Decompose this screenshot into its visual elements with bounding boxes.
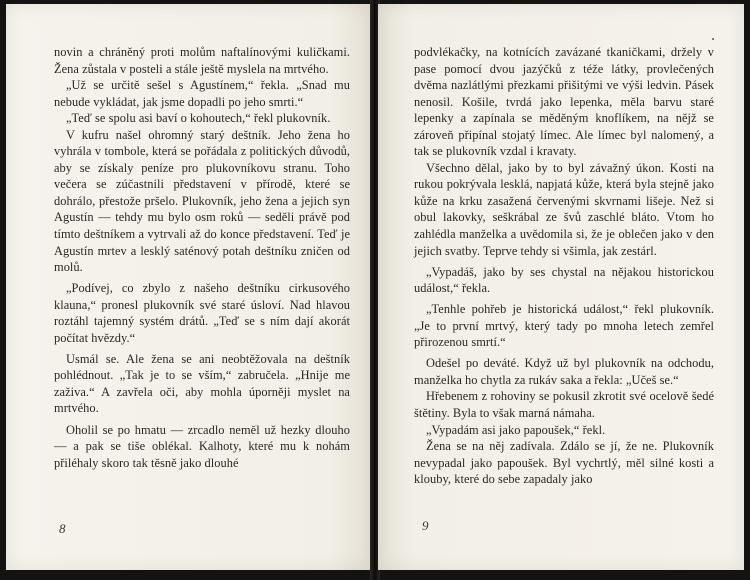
paragraph: novin a chráněný proti molům naftalínovými kuličkami. Žena zůstala v posteli a stále ještě myslela na mrtvého. bbox=[54, 45, 350, 76]
page-number: 9 bbox=[422, 518, 429, 533]
paragraph: „Teď se spolu asi baví o kohoutech,“ řekl plukovník. bbox=[66, 111, 331, 126]
paragraph: „Vypadám asi jako papoušek,“ řekl. bbox=[426, 422, 606, 437]
left-page-text bbox=[54, 44, 350, 471]
paragraph: Odešel po deváté. Když už byl plukovník na odchodu, manželka ho chytla za rukáv saka a řekla: „Učeš se.“ bbox=[414, 356, 714, 387]
paragraph: Usmál se. Ale žena se ani neobtěžovala na deštník pohlédnout. „Tak je to se vším,“ zabručela. „Hnije me zaživa.“ A zavřela oči, aby mohla úporněji myslet na mrtvého. bbox=[54, 351, 350, 416]
paragraph: „Vypadáš, jako by ses chystal na nějakou historickou událost,“ řekla. bbox=[414, 264, 714, 296]
paragraph: Všechno dělal, jako by to byl závažný úkon. Kosti na rukou pokrývala lesklá, napjatá kůže, která byla stejně jako kůže na krku zasažená červenými skvrnami lišeje. Než si obul lakovky, seškrábal ze švů zaschlé bláto. Vtom ho zahlédla manželka a uvědomila si, že je oblečen jako v den jejich svatby. Teprve tehdy si všimla, jak zestárl. bbox=[414, 160, 714, 258]
paragraph: podvlékačky, na kotnících zavázané tkaničkami, držely v pase pomocí dvou jazýčků z téže látky, provlečených dvěma nazlátlými přezkami přišitými ve výši ledvin. Pásek nenosil. Košile, tvrdá jako lepenka, měla barvu staré lepenky a zapínala se měděným knoflíkem, na nějž se zároveň připínal stojatý límec. Ale límec byl nalomený, a tak se plukovník vzdal i kravaty. bbox=[414, 45, 714, 159]
paragraph: Oholil se po hmatu — zrcadlo neměl už hezky dlouho — a pak se tiše oblékal. Kalhoty, které mu k nohám přiléhaly skoro tak těsně jako dlouhé bbox=[54, 422, 350, 470]
paragraph: Žena se na něj zadívala. Zdálo se jí, že ne. Plukovník nevypadal jako papoušek. Byl vychrtlý, měl silné kosti a klouby, které do sebe zapadaly jako bbox=[414, 439, 714, 487]
paper-speck bbox=[712, 38, 714, 40]
right-page-text bbox=[414, 44, 714, 488]
paragraph: „Tenhle pohřeb je historická událost,“ řekl plukovník. „Je to první mrtvý, který tady po mnoha letech zemřel přirozenou smrtí.“ bbox=[414, 302, 714, 350]
left-page bbox=[6, 4, 374, 570]
page-number: 8 bbox=[59, 521, 66, 536]
paragraph: V kufru našel ohromný starý deštník. Jeho žena ho vyhrála v tombole, která se pořádala z politických důvodů, aby se získaly peníze pro plukovníkovu stranu. Toho večera se zúčastnili představení v přírodě, které se dohrálo, přestože pršelo. Plukovník, jeho žena a jejich syn Agustín — tehdy mu bylo osm roků — seděli právě pod tímto deštníkem a vytrvali až do konce představení. Teď je Agustín mrtev a lesklý saténový potah deštníku zničen od molů. bbox=[54, 127, 350, 275]
paragraph: „Podívej, co zbylo z našeho deštníku cirkusového klauna,“ pronesl plukovník své staré úsloví. Nad hlavou roztáhl tajemný systém drátů. „Teď se s ním dají akorát počítat hvězdy.“ bbox=[54, 281, 350, 345]
paragraph: „Už se určitě sešel s Agustínem,“ řekla. „Snad mu nebude vykládat, jak jsme dopadli po jeho smrti.“ bbox=[54, 78, 350, 109]
paragraph: Hřebenem z rohoviny se pokusil zkrotit své ocelově šedé štětiny. Byla to však marná námaha. bbox=[414, 389, 714, 420]
right-page bbox=[378, 4, 744, 570]
